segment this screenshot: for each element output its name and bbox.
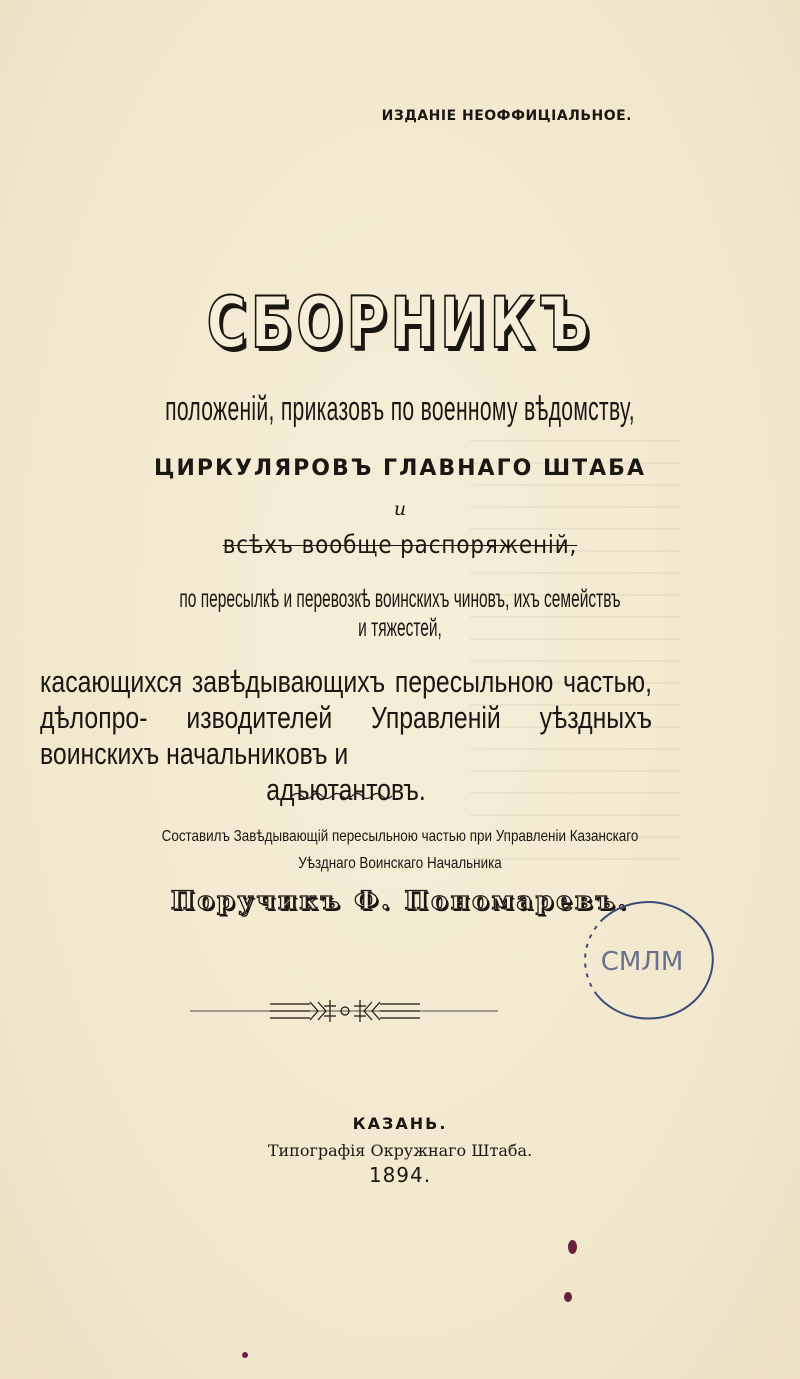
wavy-divider (290, 790, 400, 802)
book-title: СБОРНИКЪ (206, 282, 594, 364)
subtitle-line-1: положеній, приказовъ по военному вѣдомству, (165, 390, 635, 428)
compiler-line-2: Уѣзднаго Воинскаго Начальника (298, 855, 502, 872)
imprint-year: 1894. (368, 1163, 432, 1187)
ink-speck (564, 1292, 572, 1302)
subtitle-line-2: ЦИРКУЛЯРОВЪ ГЛАВНАГО ШТАБА (154, 456, 646, 481)
library-stamp (572, 890, 722, 1030)
edition-note: ИЗДАНІЕ НЕОФФИЦІАЛЬНОЕ. (381, 108, 632, 124)
subtitle-line-4: всѣхъ вообще распоряженій, (222, 530, 578, 559)
scope-paragraph-last-line: адъютантовъ. (266, 772, 426, 807)
subtitle-line-6: и тяжестей, (358, 614, 442, 642)
scope-paragraph (40, 664, 652, 808)
imprint-city: КАЗАНЬ. (352, 1114, 448, 1133)
ornament-rule (190, 996, 500, 1026)
scope-paragraph-text: касающихся завѣдывающихъ пересыльною частью, дѣлопро- изводителей Управленій уѣздныхъ воинскихъ начальниковъ и (40, 664, 652, 771)
author-name: Поручикъ Ф. Пономаревъ. (170, 886, 630, 915)
ink-speck (568, 1240, 577, 1254)
subtitle-line-3: и (393, 498, 407, 520)
stamp-text: СМЛМ (600, 947, 684, 977)
imprint-press: Типографія Окружнаго Штаба. (267, 1141, 533, 1160)
compiler-line-1: Составилъ Завѣдывающій пересыльною частью при Управленіи Казанскаго (161, 828, 639, 845)
ink-speck (242, 1352, 248, 1358)
subtitle-line-5: по пересылкѣ и перевозкѣ воинскихъ чиновъ, ихъ семействъ (179, 585, 621, 613)
